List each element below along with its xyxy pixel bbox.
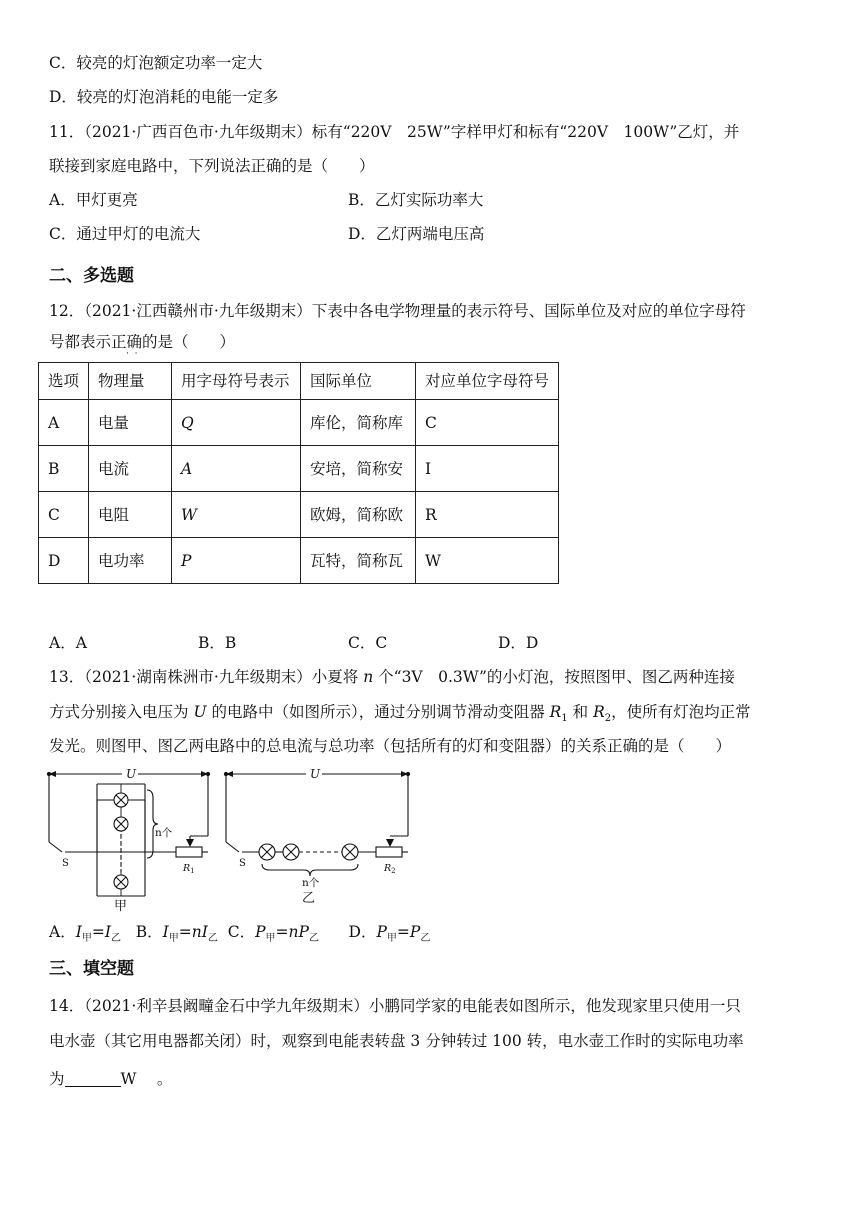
answer-blank[interactable] bbox=[65, 1070, 121, 1087]
rheostat-icon bbox=[376, 847, 402, 857]
q11-option-b: B．乙灯实际功率大 bbox=[348, 191, 484, 209]
figure-caption-right: 乙 bbox=[302, 891, 316, 906]
table-header-row bbox=[39, 363, 559, 400]
q13-circuit-diagram bbox=[40, 764, 420, 914]
q13-option-d: D．$P_甲=P_乙$ bbox=[348, 923, 431, 945]
table-row bbox=[39, 492, 559, 538]
voltage-label: U bbox=[310, 767, 321, 781]
table-cell: 电量 bbox=[89, 400, 172, 446]
brace bbox=[262, 864, 358, 876]
circuit-left bbox=[47, 767, 209, 914]
q14-stem-line2: 电水壶（其它用电器都关闭）时，观察到电能表转盘 3 分钟转过 100 转，电水壶工作时的实际电功率 bbox=[49, 1032, 744, 1050]
q11-stem-line2: 联接到家庭电路中，下列说法正确的是（ ） bbox=[49, 157, 375, 175]
switch-icon bbox=[49, 842, 62, 852]
q11-stem-line1: 11．（2021·广西百色市·九年级期末）标有“220V 25W”字样甲灯和标有“220V 100W”乙灯，并 bbox=[49, 123, 740, 141]
table-cell: P bbox=[172, 538, 301, 584]
q13-stem-line3: 发光。则图甲、图乙两电路中的总电流与总功率（包括所有的灯和变阻器）的关系正确的是（ ） bbox=[49, 737, 732, 755]
table-cell: A bbox=[39, 400, 89, 446]
q11-option-c: C．通过甲灯的电流大 bbox=[49, 225, 201, 243]
rheostat-label: $R_1$ bbox=[183, 863, 195, 875]
figure-caption-left: 甲 bbox=[114, 899, 128, 914]
rheostat-label: $R_2$ bbox=[384, 863, 396, 875]
q12-option-d: D．D bbox=[498, 634, 539, 652]
q12-option-a: A．A bbox=[49, 634, 87, 652]
table-cell: 电功率 bbox=[89, 538, 172, 584]
table-cell: A bbox=[172, 446, 301, 492]
table-cell: 瓦特，简称瓦 bbox=[301, 538, 416, 584]
q13-stem-line1: 13．（2021·湖南株洲市·九年级期末）小夏将 n 个“3V 0.3W”的小灯泡，按照图甲、图乙两种连接 bbox=[49, 668, 735, 686]
lamp-count-label: n个 bbox=[302, 877, 320, 889]
rheostat-icon bbox=[176, 847, 202, 857]
table-header-cell: 用字母符号表示 bbox=[172, 363, 301, 400]
q10-option-d: D．较亮的灯泡消耗的电能一定多 bbox=[49, 88, 279, 106]
table-cell: 欧姆，简称欧 bbox=[301, 492, 416, 538]
q10-option-c: C．较亮的灯泡额定功率一定大 bbox=[49, 54, 263, 72]
table-header-cell: 选项 bbox=[39, 363, 89, 400]
section-heading-fill-in: 三、填空题 bbox=[49, 959, 134, 979]
slider-arrow-icon bbox=[186, 839, 194, 847]
q13-option-a: A．$I_甲=I_乙$ bbox=[49, 923, 121, 945]
table-cell: D bbox=[39, 538, 89, 584]
brace bbox=[147, 790, 158, 858]
table-cell: Q bbox=[172, 400, 301, 446]
q13-option-b: B．$I_甲=nI_乙$ bbox=[135, 923, 218, 945]
switch-label: S bbox=[62, 858, 69, 869]
q13-options-row bbox=[49, 921, 430, 950]
table-cell: C bbox=[416, 400, 559, 446]
q11-option-a: A．甲灯更亮 bbox=[49, 191, 138, 209]
table-cell: W bbox=[416, 538, 559, 584]
table-cell: W bbox=[172, 492, 301, 538]
table-header-cell: 物理量 bbox=[89, 363, 172, 400]
table-cell: 电流 bbox=[89, 446, 172, 492]
table-header-cell: 国际单位 bbox=[301, 363, 416, 400]
lamp-count-label: n个 bbox=[155, 827, 173, 839]
circuit-right bbox=[224, 767, 409, 906]
table-cell: 电阻 bbox=[89, 492, 172, 538]
q12-table bbox=[38, 362, 559, 584]
table-cell: 安培，简称安 bbox=[301, 446, 416, 492]
q14-stem-line3: 为 W 。 bbox=[49, 1070, 173, 1088]
q13-option-c: C．$P_甲=nP_乙$ bbox=[227, 923, 319, 945]
table-row bbox=[39, 538, 559, 584]
table-row bbox=[39, 400, 559, 446]
table-cell: C bbox=[39, 492, 89, 538]
section-heading-multi-choice: 二、多选题 bbox=[49, 266, 134, 286]
switch-label: S bbox=[239, 858, 246, 869]
q13-stem-line2: 方式分别接入电压为 U 的电路中（如图所示），通过分别调节滑动变阻器 $R_1$ 和 $R_2$，使所有灯泡均正常 bbox=[49, 703, 751, 725]
table-cell: B bbox=[39, 446, 89, 492]
emphasis-dots: · · bbox=[126, 349, 138, 359]
voltage-label: U bbox=[126, 767, 137, 781]
q11-option-d: D．乙灯两端电压高 bbox=[348, 225, 485, 243]
table-cell: R bbox=[416, 492, 559, 538]
q12-stem-line1: 12．（2021·江西赣州市·九年级期末）下表中各电学物理量的表示符号、国际单位及对应的单位字母符 bbox=[49, 302, 746, 320]
table-header-cell: 对应单位字母符号 bbox=[416, 363, 559, 400]
switch-icon bbox=[226, 842, 239, 852]
q12-option-b: B．B bbox=[198, 634, 237, 652]
q14-stem-line1: 14．（2021·利辛县阚疃金石中学九年级期末）小鹏同学家的电能表如图所示，他发现家里只使用一只 bbox=[49, 997, 741, 1015]
table-cell: I bbox=[416, 446, 559, 492]
q12-stem-line2: 号都表示正确的是（ ） bbox=[49, 333, 236, 351]
slider-arrow-icon bbox=[386, 839, 394, 847]
table-row bbox=[39, 446, 559, 492]
table-cell: 库伦，简称库 bbox=[301, 400, 416, 446]
q12-option-c: C．C bbox=[348, 634, 388, 652]
